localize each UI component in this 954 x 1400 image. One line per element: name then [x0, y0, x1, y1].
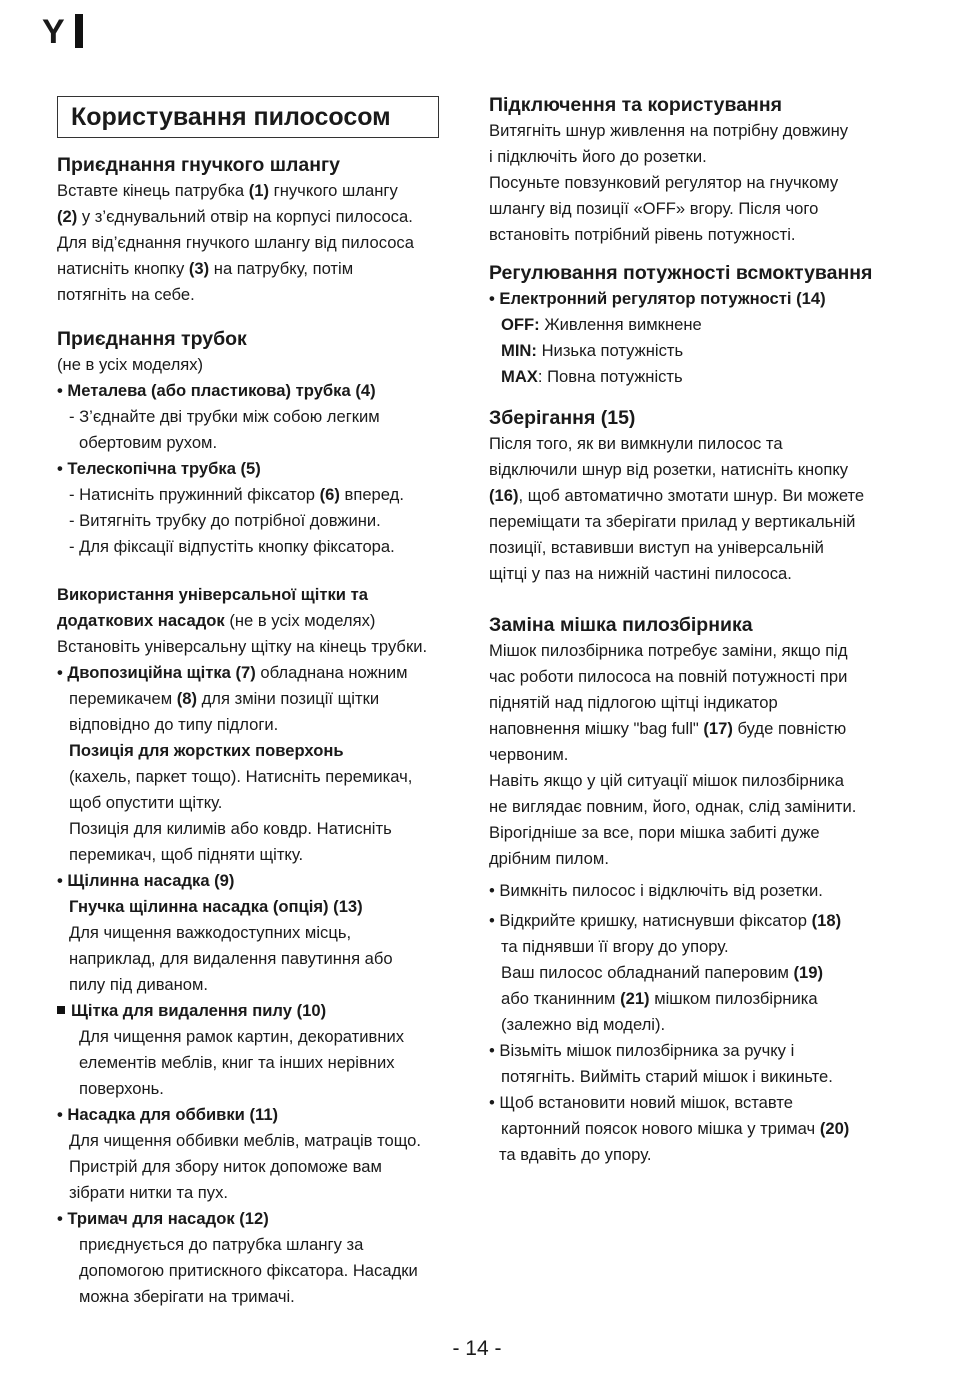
text-line: наповнення мішку "bag full" (17) буде повністю	[489, 719, 847, 738]
text-line: Для чищення оббивки меблів, матраців тощо.	[69, 1131, 422, 1150]
section-heading: додаткових насадок (не в усіх моделях)	[57, 611, 376, 630]
text-line: Ваш пилосос обладнаний паперовим (19)	[501, 963, 823, 982]
text-line: Вставте кінець патрубка (1) гнучкого шлангу	[57, 181, 398, 200]
section-power	[489, 260, 909, 390]
text-line: щітці у паз на нижній частині пилососа.	[489, 564, 792, 583]
power-level-off: OFF: Живлення вимкнене	[501, 315, 702, 334]
list-item: • Щоб встановити новий мішок, вставте	[489, 1093, 793, 1112]
list-item: • Щілинна насадка (9)	[57, 871, 235, 890]
text-line: обертовим рухом.	[79, 433, 218, 452]
section-heading: Підключення та користування	[489, 94, 782, 116]
text-line: перемикачем (8) для зміни позиції щітки	[69, 689, 380, 708]
section-heading: Заміна мішка пилозбірника	[489, 614, 753, 636]
text-line: Для від’єднання гнучкого шлангу від пилососа	[57, 233, 414, 252]
text-line: (залежно від моделі).	[501, 1015, 666, 1034]
list-item: • Насадка для оббивки (11)	[57, 1105, 279, 1124]
text-line: щоб опустити щітку.	[69, 793, 223, 812]
text-line: потягніть. Вийміть старий мішок і викиньте.	[501, 1067, 833, 1086]
section-hose	[57, 152, 457, 308]
language-marker	[42, 14, 83, 50]
section-heading: Використання універсальної щітки та	[57, 585, 368, 604]
text-line: (кахель, паркет тощо). Натисніть перемикач,	[69, 767, 413, 786]
list-item: • Вимкніть пилосос і відключіть від розетки.	[489, 881, 823, 900]
text-line: червоним.	[489, 745, 569, 764]
text-line: зібрати нитки та пух.	[69, 1183, 228, 1202]
page-number: - 14 -	[452, 1337, 502, 1360]
list-item: • Відкрийте кришку, натиснувши фіксатор (18)	[489, 911, 842, 930]
list-item: • Тримач для насадок (12)	[57, 1209, 269, 1228]
text-line: Мішок пилозбірника потребує заміни, якщо під	[489, 641, 848, 660]
text-line: Позиція для килимів або ковдр. Натисніть	[69, 819, 392, 838]
text-line: потягніть на себе.	[57, 285, 195, 304]
text-line: - З’єднайте дві трубки між собою легким	[69, 407, 380, 426]
text-line: позиції, вставивши виступ на універсальній	[489, 538, 824, 557]
text-line: переміщати та зберігати прилад у вертикальній	[489, 512, 856, 531]
list-item: • Телескопічна трубка (5)	[57, 459, 261, 478]
section-heading: Регулювання потужності всмоктування	[489, 262, 873, 284]
text-line: Для чищення важкодоступних місць,	[69, 923, 352, 942]
text-line: Встановіть універсальну щітку на кінець трубки.	[57, 637, 428, 656]
list-item: • Електронний регулятор потужності (14)	[489, 289, 826, 308]
text-line: - Для фіксації відпустіть кнопку фіксатора.	[69, 537, 395, 556]
text-line: поверхонь.	[79, 1079, 164, 1098]
text-line: допомогою притискного фіксатора. Насадки	[79, 1261, 418, 1280]
text-line: Після того, як ви вимкнули пилосос та	[489, 434, 783, 453]
square-bullet-icon	[57, 1006, 65, 1014]
text-line: - Витягніть трубку до потрібної довжини.	[69, 511, 381, 530]
section-bag	[489, 612, 909, 1168]
text-line: (2) у з’єднувальний отвір на корпусі пилососа.	[57, 207, 413, 226]
text-line: можна зберігати на тримачі.	[79, 1287, 295, 1306]
list-item: Щітка для видалення пилу (10)	[57, 998, 457, 1024]
page-title: Користування пилососом	[57, 96, 439, 138]
power-level-min: MIN: Низька потужність	[501, 341, 684, 360]
section-storage	[489, 405, 909, 587]
section-heading: Приєднання гнучкого шлангу	[57, 154, 340, 176]
list-item: • Двопозиційна щітка (7) обладнана ножним	[57, 663, 408, 682]
sub-heading: Гнучка щілинна насадка (опція) (13)	[69, 897, 363, 916]
text-line: дрібним пилом.	[489, 849, 609, 868]
list-item: • Візьміть мішок пилозбірника за ручку і	[489, 1041, 795, 1060]
text-line: або тканинним (21) мішком пилозбірника	[501, 989, 818, 1008]
text-line: Вірогідніше за все, пори мішка забиті дуже	[489, 823, 820, 842]
text-line: час роботи пилососа на повній потужності при	[489, 667, 848, 686]
text-line: (16), щоб автоматично змотати шнур. Ви можете	[489, 486, 865, 505]
text-line: Пристрій для збору ниток допоможе вам	[69, 1157, 382, 1176]
sub-heading: Позиція для жорстких поверхонь	[69, 741, 344, 760]
text-line: відключили шнур від розетки, натисніть кнопку	[489, 460, 849, 479]
list-item: • Металева (або пластикова) трубка (4)	[57, 381, 376, 400]
power-level-max: MAX: Повна потужність	[501, 367, 683, 386]
text-line: елементів меблів, книг та інших нерівних	[79, 1053, 395, 1072]
text-line: наприклад, для видалення павутиння або	[69, 949, 393, 968]
text-line: Витягніть шнур живлення на потрібну довжину	[489, 121, 849, 140]
text-line: перемикач, щоб підняти щітку.	[69, 845, 304, 864]
text-line: не виглядає повним, його, однак, слід замінити.	[489, 797, 857, 816]
text-line: - Натисніть пружинний фіксатор (6) вперед.	[69, 485, 404, 504]
text-line: Посуньте повзунковий регулятор на гнучкому	[489, 173, 839, 192]
section-tubes	[57, 326, 457, 560]
section-heading: Приєднання трубок	[57, 328, 247, 350]
section-brushes	[57, 582, 457, 1310]
text-line: і підключіть його до розетки.	[489, 147, 707, 166]
text-line: пилу під диваном.	[69, 975, 209, 994]
language-code: Y	[42, 13, 65, 51]
text-line: натисніть кнопку (3) на патрубку, потім	[57, 259, 354, 278]
text-line: Навіть якщо у цій ситуації мішок пилозбірника	[489, 771, 844, 790]
text-line: приєднується до патрубка шлангу за	[79, 1235, 364, 1254]
section-connect	[489, 92, 909, 248]
language-bar	[75, 14, 83, 48]
text-line: та піднявши її вгору до упору.	[501, 937, 729, 956]
text-line: встановіть потрібний рівень потужності.	[489, 225, 796, 244]
text-line: шлангу від позиції «OFF» вгору. Після чого	[489, 199, 819, 218]
text-line: Для чищення рамок картин, декоративних	[79, 1027, 405, 1046]
text-line: та вдавіть до упору.	[499, 1145, 652, 1164]
section-heading: Зберігання (15)	[489, 407, 636, 429]
text-line: піднятій над підлогою щітці індикатор	[489, 693, 778, 712]
text-line: відповідно до типу підлоги.	[69, 715, 279, 734]
text-line: (не в усіх моделях)	[57, 355, 204, 374]
text-line: картонний поясок нового мішка у тримач (20)	[501, 1119, 850, 1138]
